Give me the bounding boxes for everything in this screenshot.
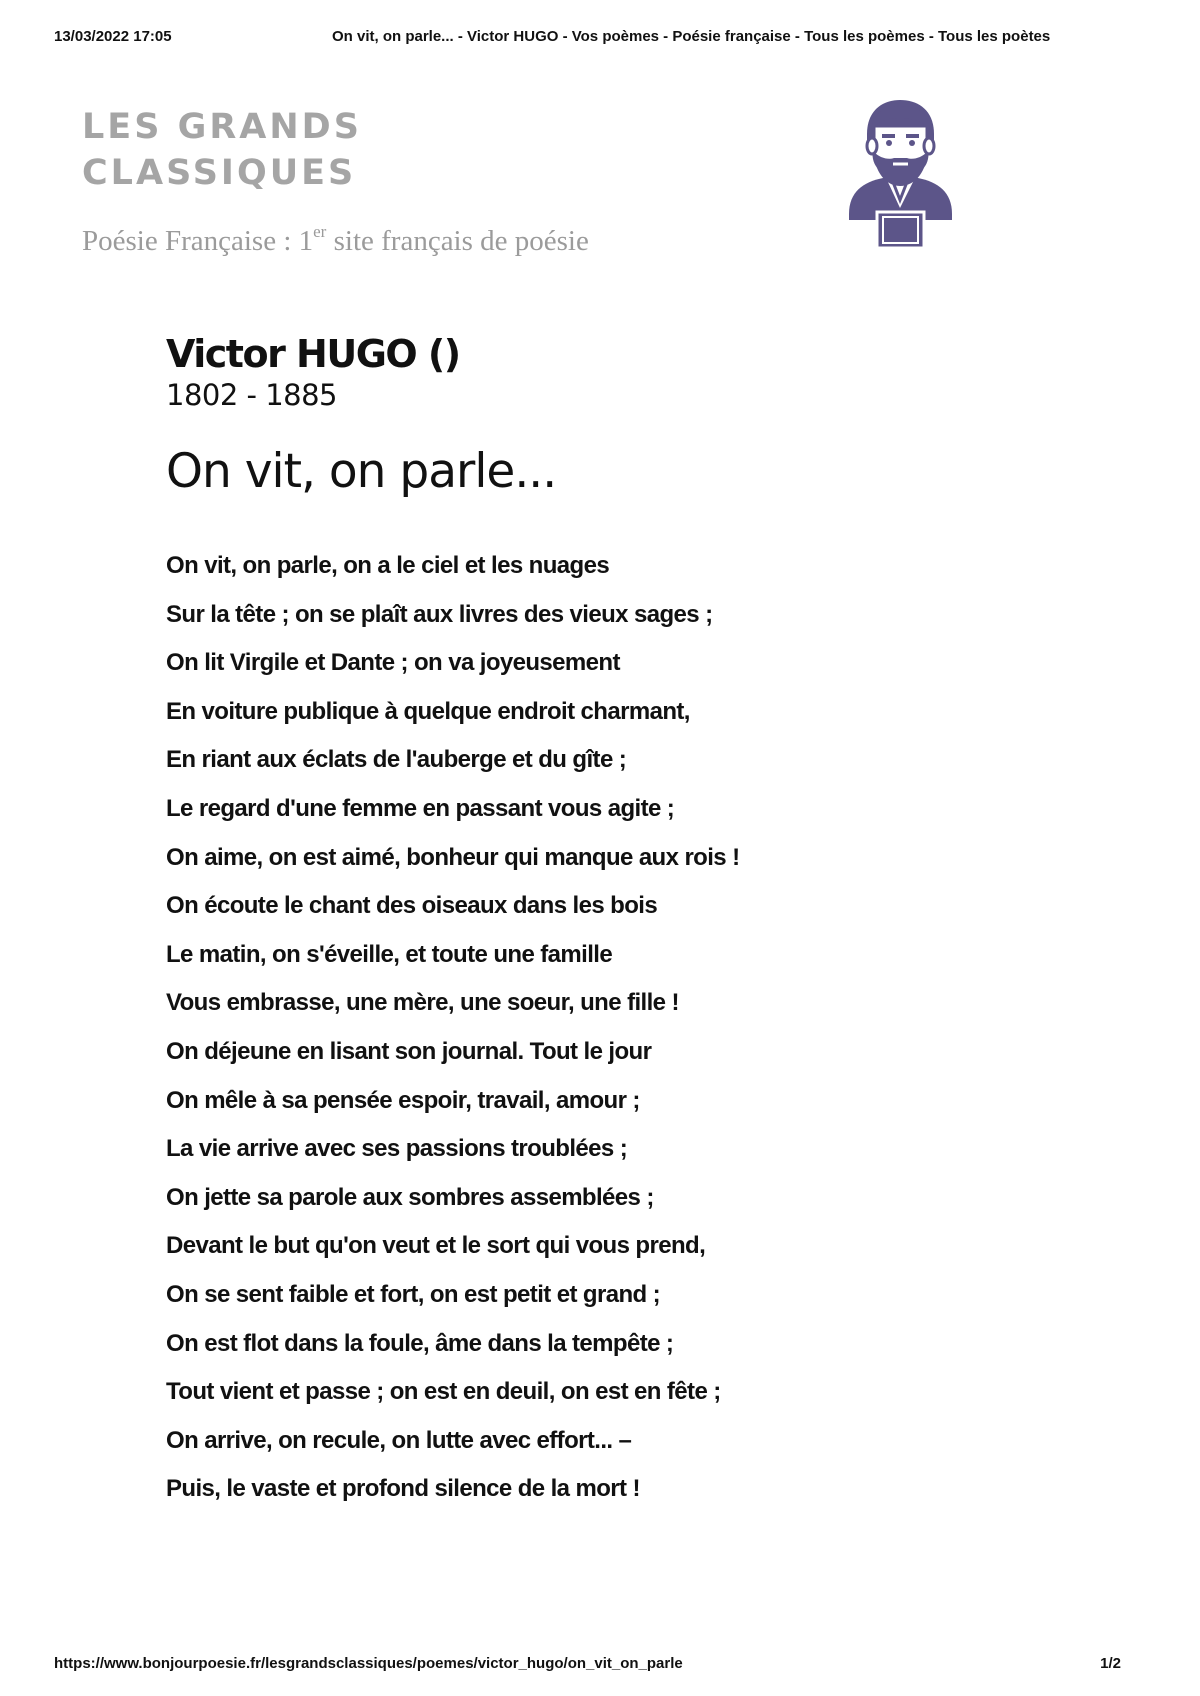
poem-line: On écoute le chant des oiseaux dans les bois (166, 892, 658, 920)
logo-line-2: CLASSIQUES (82, 153, 357, 193)
page-url[interactable]: https://www.bonjourpoesie.fr/lesgrandsclassiques/poemes/victor_hugo/on_vit_on_parle (54, 1655, 683, 1672)
poem-line: La vie arrive avec ses passions troublées ; (166, 1135, 628, 1163)
poem-line: Sur la tête ; on se plaît aux livres des vieux sages ; (166, 600, 713, 628)
print-footer (54, 1655, 1146, 1679)
poem-line: Vous embrasse, une mère, une soeur, une fille ! (166, 989, 679, 1017)
document-title: On vit, on parle... - Victor HUGO - Vos poèmes - Poésie française - Tous les poèmes - Tous les poètes (332, 28, 1051, 45)
poem-line: Le matin, on s'éveille, et toute une famille (166, 940, 613, 968)
poet-bust-icon (843, 96, 958, 250)
poem-line: On arrive, on recule, on lutte avec effort... – (166, 1426, 632, 1454)
poem-line: Devant le but qu'on veut et le sort qui vous prend, (166, 1232, 706, 1260)
poem-line: On mêle à sa pensée espoir, travail, amour ; (166, 1086, 640, 1114)
poem-title: On vit, on parle... (166, 444, 557, 499)
tagline-superscript: er (313, 222, 327, 241)
poem-line: On lit Virgile et Dante ; on va joyeusement (166, 649, 620, 677)
site-logo[interactable] (82, 104, 362, 196)
tagline-prefix: Poésie Française : 1 (82, 225, 314, 257)
poem-line: Tout vient et passe ; on est en deuil, on est en fête ; (166, 1378, 721, 1406)
poem-line: On se sent faible et fort, on est petit et grand ; (166, 1280, 661, 1308)
poem-line: En riant aux éclats de l'auberge et du gîte ; (166, 746, 627, 774)
poem-body (166, 542, 1066, 1514)
logo-line-1: LES GRANDS (82, 107, 362, 147)
print-date: 13/03/2022 17:05 (54, 28, 172, 45)
page-number: 1/2 (1100, 1655, 1121, 1672)
print-header (54, 28, 1070, 52)
tagline-suffix: site français de poésie (326, 225, 589, 257)
author-dates: 1802 - 1885 (166, 378, 338, 412)
poem-content (166, 332, 1066, 1514)
poem-line: On jette sa parole aux sombres assemblées ; (166, 1183, 654, 1211)
poem-line: Le regard d'une femme en passant vous agite ; (166, 794, 675, 822)
poem-line: On vit, on parle, on a le ciel et les nuages (166, 552, 610, 579)
poem-line: On aime, on est aimé, bonheur qui manque aux rois ! (166, 843, 740, 871)
poem-line: On est flot dans la foule, âme dans la tempête ; (166, 1329, 674, 1357)
poem-line: On déjeune en lisant son journal. Tout le jour (166, 1037, 652, 1065)
site-tagline (82, 222, 589, 258)
author-name[interactable]: Victor HUGO () (166, 332, 460, 376)
poem-line: Puis, le vaste et profond silence de la mort ! (166, 1475, 640, 1503)
poem-line: En voiture publique à quelque endroit charmant, (166, 697, 690, 725)
